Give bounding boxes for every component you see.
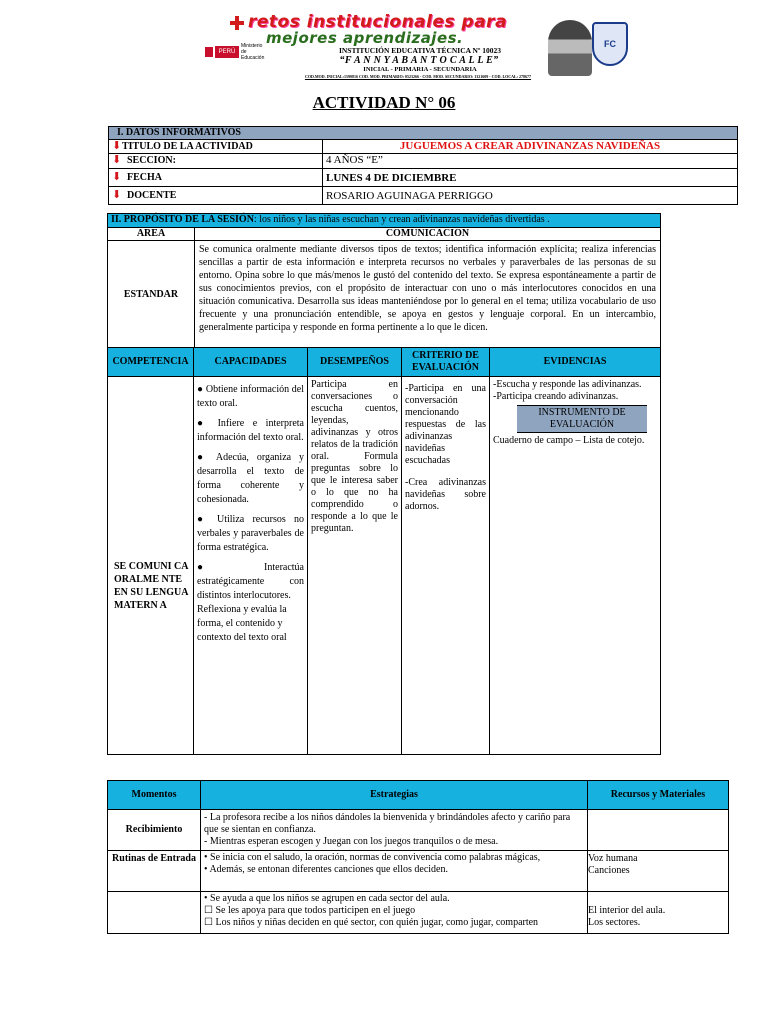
matrix-header: COMPETENCIA — [108, 348, 194, 377]
datos-informativos-table — [108, 126, 738, 205]
activity-name-value: JUGUEMOS A CREAR ADIVINANZAS NAVIDEÑAS — [323, 140, 738, 154]
datos-section-label: I. DATOS INFORMATIVOS — [109, 127, 738, 140]
checkbox-glyph-icon: ☐ — [204, 905, 213, 916]
datos-label-cell — [109, 140, 323, 154]
momentos-table — [107, 780, 729, 934]
estrategia-item: - Mientras esperan escogen y Juegan con los juegos tranquilos o de mesa. — [204, 836, 499, 847]
estrategias-cell — [201, 851, 588, 892]
criterio-cell — [402, 377, 490, 755]
matrix-header: CRITERIO DE EVALUACIÓN — [402, 348, 490, 377]
desempenos-cell: Participa en conversaciones o escucha cuentos, leyendas, adivinanzas y otros relatos de la tradición oral. Formula preguntas sobre lo que le interesa saber o lo que no ha comprendido o responde a lo que le preguntan. — [308, 377, 402, 755]
datos-label: DOCENTE — [127, 190, 177, 201]
estrategia-item — [204, 917, 584, 929]
school-crest-logo: FC — [592, 22, 628, 66]
capacidad-text: Interactúa estratégicamente con distintos interlocutores. — [197, 562, 304, 601]
founder-portrait — [548, 20, 592, 76]
competencia-cell: SE COMUNI CA ORALME NTE EN SU LENGUA MATERN A — [108, 377, 194, 755]
datos-label: SECCION: — [127, 155, 176, 166]
ministry-name: Ministerio de Educación — [241, 43, 265, 61]
datos-label: FECHA — [127, 172, 162, 183]
red-cross-icon — [230, 16, 244, 30]
recursos-cell — [588, 851, 729, 892]
school-levels: INICIAL - PRIMARIA - SECUNDARIA — [363, 66, 477, 73]
estandar-label: ESTANDAR — [108, 241, 195, 349]
momento-label — [108, 892, 201, 934]
instrumento-value: Cuaderno de campo – Lista de cotejo. — [493, 435, 645, 446]
estrategia-item — [204, 905, 584, 917]
activity-title: ACTIVIDAD N° 06 — [312, 93, 456, 112]
capacidad-item: ● Obtiene información del texto oral. — [197, 384, 305, 409]
date-value: LUNES 4 DE DICIEMBRE — [323, 169, 738, 187]
datos-label-cell — [109, 154, 323, 169]
teacher-value: ROSARIO AGUINAGA PERRIGGO — [323, 187, 738, 205]
estrategia-text: Los niños y niñas deciden en qué sector, con quién jugar, como jugar, comparten — [212, 917, 539, 928]
recurso-item: Voz humana — [588, 853, 638, 864]
recurso-item: Los sectores. — [588, 917, 641, 928]
arrow-down-icon: ⬇ — [112, 140, 122, 152]
banner-line-1: retos institucionales para — [248, 12, 508, 32]
capacidad-item: ● Infiere e interpreta información del texto oral. — [197, 418, 304, 443]
matrix-header: CAPACIDADES — [194, 348, 308, 377]
datos-label-cell — [109, 187, 323, 205]
banner-line-2: mejores aprendizajes. — [266, 29, 464, 47]
momentos-header: Momentos — [108, 781, 201, 810]
capacidad-text: Utiliza recursos no verbales y paraverbales de forma estratégica. — [197, 514, 304, 553]
capacidad-text: Infiere e interpreta información del texto oral. — [197, 418, 304, 443]
matrix-header: DESEMPEÑOS — [308, 348, 402, 377]
capacidad-text: Adecúa, organiza y desarrolla el texto de forma coherente y cohesionada. — [197, 452, 304, 505]
estrategias-cell — [201, 892, 588, 934]
evidencia-2: -Participa creando adivinanzas. — [493, 391, 619, 402]
estrategia-item: • Se inicia con el saludo, la oración, normas de convivencia como palabras mágicas, — [204, 852, 541, 863]
school-codes: COD.MOD. INICIAL:1590816 COD. MOD. PRIMARIO: 0523266 - COD. MOD. SECUNDARIO: 1321609 - COD. LOCAL: 278677 — [304, 74, 532, 79]
estrategia-item: • Se ayuda a que los niños se agrupen en cada sector del aula. — [204, 893, 450, 904]
proposito-row — [108, 214, 661, 228]
capacidad-text: Obtiene información del texto oral. — [197, 384, 305, 409]
datos-label-cell — [109, 169, 323, 187]
criterio-1: -Participa en una conversación mencionando respuestas de las adivinanzas navideñas escuchadas — [405, 383, 486, 466]
school-name: “F A N N Y A B A N T O C A L L E” — [339, 55, 499, 66]
momentos-header: Recursos y Materiales — [588, 781, 729, 810]
arrow-down-icon: ⬇ — [112, 154, 122, 166]
capacidad-item: ● Utiliza recursos no verbales y paraverbales de forma estratégica. — [197, 514, 304, 553]
arrow-down-icon: ⬇ — [112, 189, 122, 201]
momentos-header: Estrategias — [201, 781, 588, 810]
area-value: COMUNICACION — [195, 228, 661, 241]
capacidades-cell — [194, 377, 308, 755]
estrategia-item: • Además, se entonan diferentes canciones que ellos deciden. — [204, 864, 448, 875]
area-label: AREA — [108, 228, 195, 241]
proposito-label: II. PROPÓSITO DE LA SESIÓN — [111, 214, 254, 225]
recursos-cell — [588, 810, 729, 851]
estrategias-cell — [201, 810, 588, 851]
estrategia-text: Se les apoya para que todos participen en el juego — [212, 905, 416, 916]
momento-label: Recibimiento — [108, 810, 201, 851]
checkbox-glyph-icon: ☐ — [204, 917, 213, 928]
evidencias-cell — [490, 377, 661, 755]
capacidad-item: ● Adecúa, organiza y desarrolla el texto de forma coherente y cohesionada. — [197, 452, 304, 505]
proposito-text: : los niños y las niñas escuchan y crean adivinanzas navideñas divertidas . — [253, 214, 550, 225]
section-value: 4 AÑOS “E” — [323, 154, 738, 169]
capacidad-item: ● Interactúa estratégicamente con distintos interlocutores. — [197, 562, 304, 601]
evidencia-1: -Escucha y responde las adivinanzas. — [493, 379, 642, 390]
instrumento-label: INSTRUMENTO DE EVALUACIÓN — [517, 405, 647, 433]
estrategia-item: - La profesora recibe a los niños dándoles la bienvenida y brindándoles afecto y cariño para que se sientan en confianza. — [204, 812, 571, 835]
recurso-item: Canciones — [588, 865, 630, 876]
recurso-item: El interior del aula. — [588, 905, 666, 916]
matrix-header: EVIDENCIAS — [490, 348, 661, 377]
proposito-table — [107, 213, 661, 349]
competencias-matrix — [107, 347, 661, 755]
arrow-down-icon: ⬇ — [112, 171, 122, 183]
criterio-2: -Crea adivinanzas navideñas sobre adornos. — [405, 477, 486, 512]
capacidad-extra: Reflexiona y evalúa la forma, el contenido y contexto del texto oral — [197, 604, 287, 643]
datos-label: TITULO DE LA ACTIVIDAD — [122, 141, 253, 152]
recursos-cell — [588, 892, 729, 934]
peru-tag: PERÚ — [215, 46, 239, 58]
peru-flag-icon — [205, 47, 213, 57]
ministry-logo — [205, 44, 275, 60]
momento-label: Rutinas de Entrada — [108, 851, 201, 892]
school-institution-line: INSTITUCIÓN EDUCATIVA TÉCNICA Nº 10023 — [338, 46, 502, 55]
estandar-text: Se comunica oralmente mediante diversos tipos de textos; identifica información explícita; realiza inferencias sencillas a partir de esta información e interpreta recursos no verbales y paraverbales de las personas de su entorno. Opina sobre lo que más/menos le gustó del contenido del texto. Se expresa espontáneamente a partir de sus conocimientos previos, con el propósito de interactuar con uno o más interlocutores conocidos en una situación comunicativa. Desarrolla sus ideas manteniéndose por lo general en el tema; utiliza vocabulario de uso frecuente y una pronunciación entendible, se apoya en gestos y lenguaje corporal. En un intercambio, generalmente participa y responde en forma pertinente a lo que le dicen. — [195, 241, 661, 349]
